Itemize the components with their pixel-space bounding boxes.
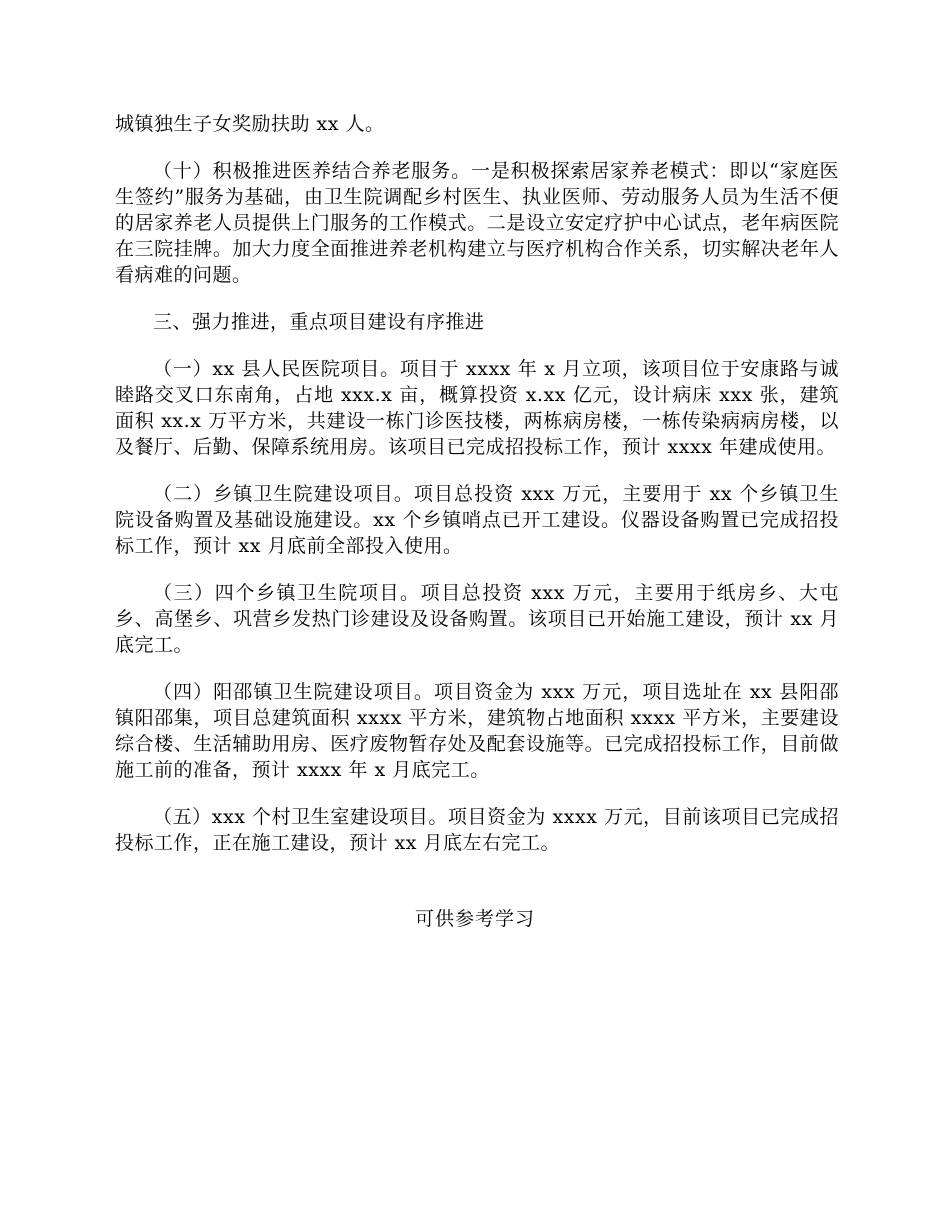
section-heading: 三、强力推进，重点项目建设有序推进	[153, 311, 485, 333]
page-footer: 可供参考学习	[414, 908, 535, 930]
paragraph-project-3: （三）四个乡镇卫生院项目。项目总投资 xxx 万元，主要用于纸房乡、大屯乡、高堡乡、巩营乡发热门诊建设及设备购置。该项目已开始施工建设，预计 xx 月底完工。	[115, 582, 839, 656]
paragraph-elderly-care: （十）积极推进医养结合养老服务。一是积极探索居家养老模式：即以“家庭医生签约”服务为基础，由卫生院调配乡村医生、执业医师、劳动服务人员为生活不便的居家养老人员提供上门服务的工作模式。二是设立安定疗护中心试点，老年病医院在三院挂牌。加大力度全面推进养老机构建立与医疗机构合作关系，切实解决老年人看病难的问题。	[115, 160, 839, 286]
paragraph-project-1: （一）xx 县人民医院项目。项目于 xxxx 年 x 月立项，该项目位于安康路与诚睦路交叉口东南角，占地 xxx.x 亩，概算投资 x.xx 亿元，设计病床 xxx 张，建筑面积 xx.x 万平方米，共建设一栋门诊医技楼，两栋病房楼，一栋传染病病房楼，以及餐厅、后勤、保障系统用房。该项目已完成招投标工作，预计 xxxx 年建成使用。	[115, 358, 839, 458]
document-body	[115, 111, 839, 877]
paragraph-project-2: （二）乡镇卫生院建设项目。项目总投资 xxx 万元，主要用于 xx 个乡镇卫生院设备购置及基础设施建设。xx 个乡镇哨点已开工建设。仪器设备购置已完成招投标工作，预计 xx 月底前全部投入使用。	[115, 483, 839, 557]
paragraph-project-5: （五）xxx 个村卫生室建设项目。项目资金为 xxxx 万元，目前该项目已完成招投标工作，正在施工建设，预计 xx 月底左右完工。	[115, 806, 839, 854]
paragraph-project-4: （四）阳邵镇卫生院建设项目。项目资金为 xxx 万元，项目选址在 xx 县阳邵镇阳邵集，项目总建筑面积 xxxx 平方米，建筑物占地面积 xxxx 平方米，主要建设综合楼、生活辅助用房、医疗废物暂存处及配套设施等。已完成招投标工作，目前做施工前的准备，预计 xxxx 年 x 月底完工。	[115, 681, 839, 781]
paragraph-continuation: 城镇独生子女奖励扶助 xx 人。	[115, 113, 385, 135]
